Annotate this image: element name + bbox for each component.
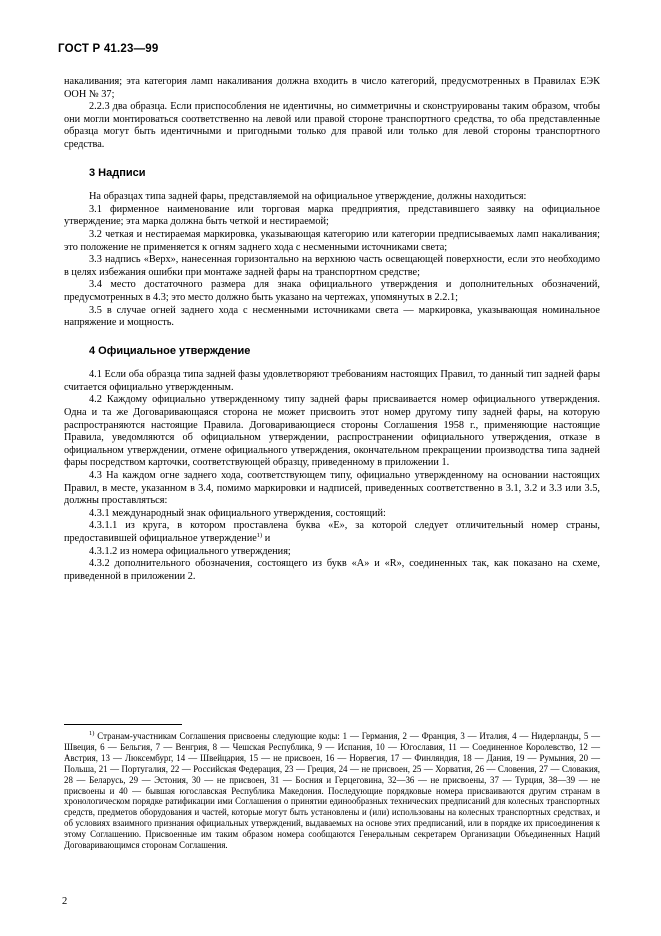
paragraph-3-2: 3.2 четкая и нестираемая маркировка, указывающая категорию или категории предписываемых ламп накаливания; это положение не применяется к огням заднего хода с несменными источниками света; (64, 228, 600, 253)
paragraph-3-3: 3.3 надпись «Верх», нанесенная горизонтально на верхнюю часть освещающей поверхности, если это необходимо в целях избежания ошибки при монтаже задней фары на транспортном средстве; (64, 254, 600, 278)
section-3-heading: 3 Надписи (89, 166, 146, 179)
paragraph-3-intro: На образцах типа задней фары, представляемой на официальное утверждение, должны находиться: (89, 191, 527, 203)
footnote-paragraph (64, 731, 600, 851)
paragraph-4-3-1-2: 4.3.1.2 из номера официального утверждения; (89, 545, 291, 557)
paragraph-4-3-1-1 (64, 520, 600, 545)
document-body (64, 76, 600, 583)
footnote-text: Странам-участникам Соглашения присвоены следующие коды: 1 — Германия, 2 — Франция, 3 — Италия, 4 — Нидерланды, 5 — Швеция, 6 — Бельгия, 7 — Венгрия, 8 — Чешская Республика, 9 — Испания, 10 — Югославия, 11 — Соединенное Королевство, 12 — Австрия, 13 — Люксембург, 14 — Швейцария, 15 — не присвоен, 16 — Норвегия, 17 — Финляндия, 18 — Дания, 19 — Румыния, 20 — Польша, 21 — Португалия, 22 — Российская Федерация, 23 — Греция, 24 — не присвоен, 25 — Хорватия, 26 — Словения, 27 — Словакия, 28 — Беларусь, 29 — Эстония, 30 — не присвоен, 31 — Босния и Герцеговина, 32—36 — не присвоены, 37 — Турция, 38—39 — не присвоены и 40 — бывшая югославская Республика Македония. Последующие порядковые номера присваиваются другим странам в хронологическом порядке ратификации ими Соглашения о принятии единообразных технических предписаний для колесных транспортных средств, предметов оборудования и частей, которые могут быть установлены и (или) использованы на колесных транспортных средствах, и об условиях взаимного признания официальных утверждений, выдаваемых на основе этих предписаний, или в порядке их присоединения к этому Соглашению. Присвоенные им таким образом номера сообщаются Генеральным секретарем Организации Объединенных Наций Договаривающимся сторонам Соглашения. (64, 731, 600, 851)
paragraph-2-2-3: 2.2.3 два образца. Если приспособления не идентичны, но симметричны и сконструированы таким образом, чтобы они могли монтироваться соответственно на левой или правой стороне транспортного средства, то оба представленные образца могут быть идентичными и пригодными только для правой или только для левой стороны транспортного средства. (64, 101, 600, 150)
paragraph-intro: накаливания; эта категория ламп накаливания должна входить в число категорий, предусмотренных в Правилах ЕЭК ООН № 37; (64, 76, 600, 100)
footnote-reference: 1) (256, 532, 263, 539)
section-4-heading: 4 Официальное утверждение (89, 344, 251, 357)
paragraph-4-3-1-1-text: 4.3.1.1 из круга, в котором проставлена буква «Е», за которой следует отличительный номер страны, предоставившей официальное утверждение (64, 520, 600, 544)
paragraph-3-4: 3.4 место достаточного размера для знака официального утверждения и дополнительных обозначений, предусмотренных в 4.3; это место должно быть указано на чертежах, упомянутых в 2.2.1; (64, 279, 600, 303)
footnote-divider (64, 724, 182, 725)
page-number: 2 (62, 896, 68, 907)
paragraph-4-3-1: 4.3.1 международный знак официального утверждения, состоящий: (89, 507, 386, 519)
paragraph-3-5: 3.5 в случае огней заднего хода с несменными источниками света — маркировка, указывающая номинальное напряжение и мощность. (64, 304, 600, 329)
paragraph-4-1: 4.1 Если оба образца типа задней фазы удовлетворяют требованиям настоящих Правил, то данный тип задней фары считается официально утвержденным. (64, 369, 600, 393)
paragraph-4-3: 4.3 На каждом огне заднего хода, соответствующем типу, официально утвержденному на основании настоящих Правил, в месте, указанном в 3.4, помимо маркировки и надписей, приведенных соответственно в 3.1, 3.2 и 3.3 или 3.5, должны проставляться: (64, 470, 600, 507)
footnote (64, 731, 600, 851)
footnote-marker: 1) (89, 730, 95, 737)
paragraph-4-3-1-1-tail: и (262, 533, 271, 544)
page-header-doc-id: ГОСТ Р 41.23—99 (58, 43, 159, 55)
paragraph-3-1: 3.1 фирменное наименование или торговая марка предприятия, представившего заявку на официальное утверждение; эта марка должна быть четкой и нестираемой; (64, 203, 600, 228)
paragraph-4-2: 4.2 Каждому официально утвержденному типу задней фары присваивается номер официального утверждения. Одна и та же Договаривающаяся сторона не может присвоить этот номер другому типу задней фары, на которую распространяются настоящие Правила. Договаривающиеся стороны Соглашения 1958 г., применяющие настоящие Правила, уведомляются об официальном утверждении, распространении официального утверждения, отказе в официальном утверждении, отмене официального утверждения, окончательном прекращении производства типа задней фары посредством карточки, соответствующей образцу, приведенному в приложении 1. (64, 394, 600, 469)
paragraph-4-3-2: 4.3.2 дополнительного обозначения, состоящего из букв «А» и «R», соединенных так, как показано на схеме, приведенной в приложении 2. (64, 558, 600, 582)
